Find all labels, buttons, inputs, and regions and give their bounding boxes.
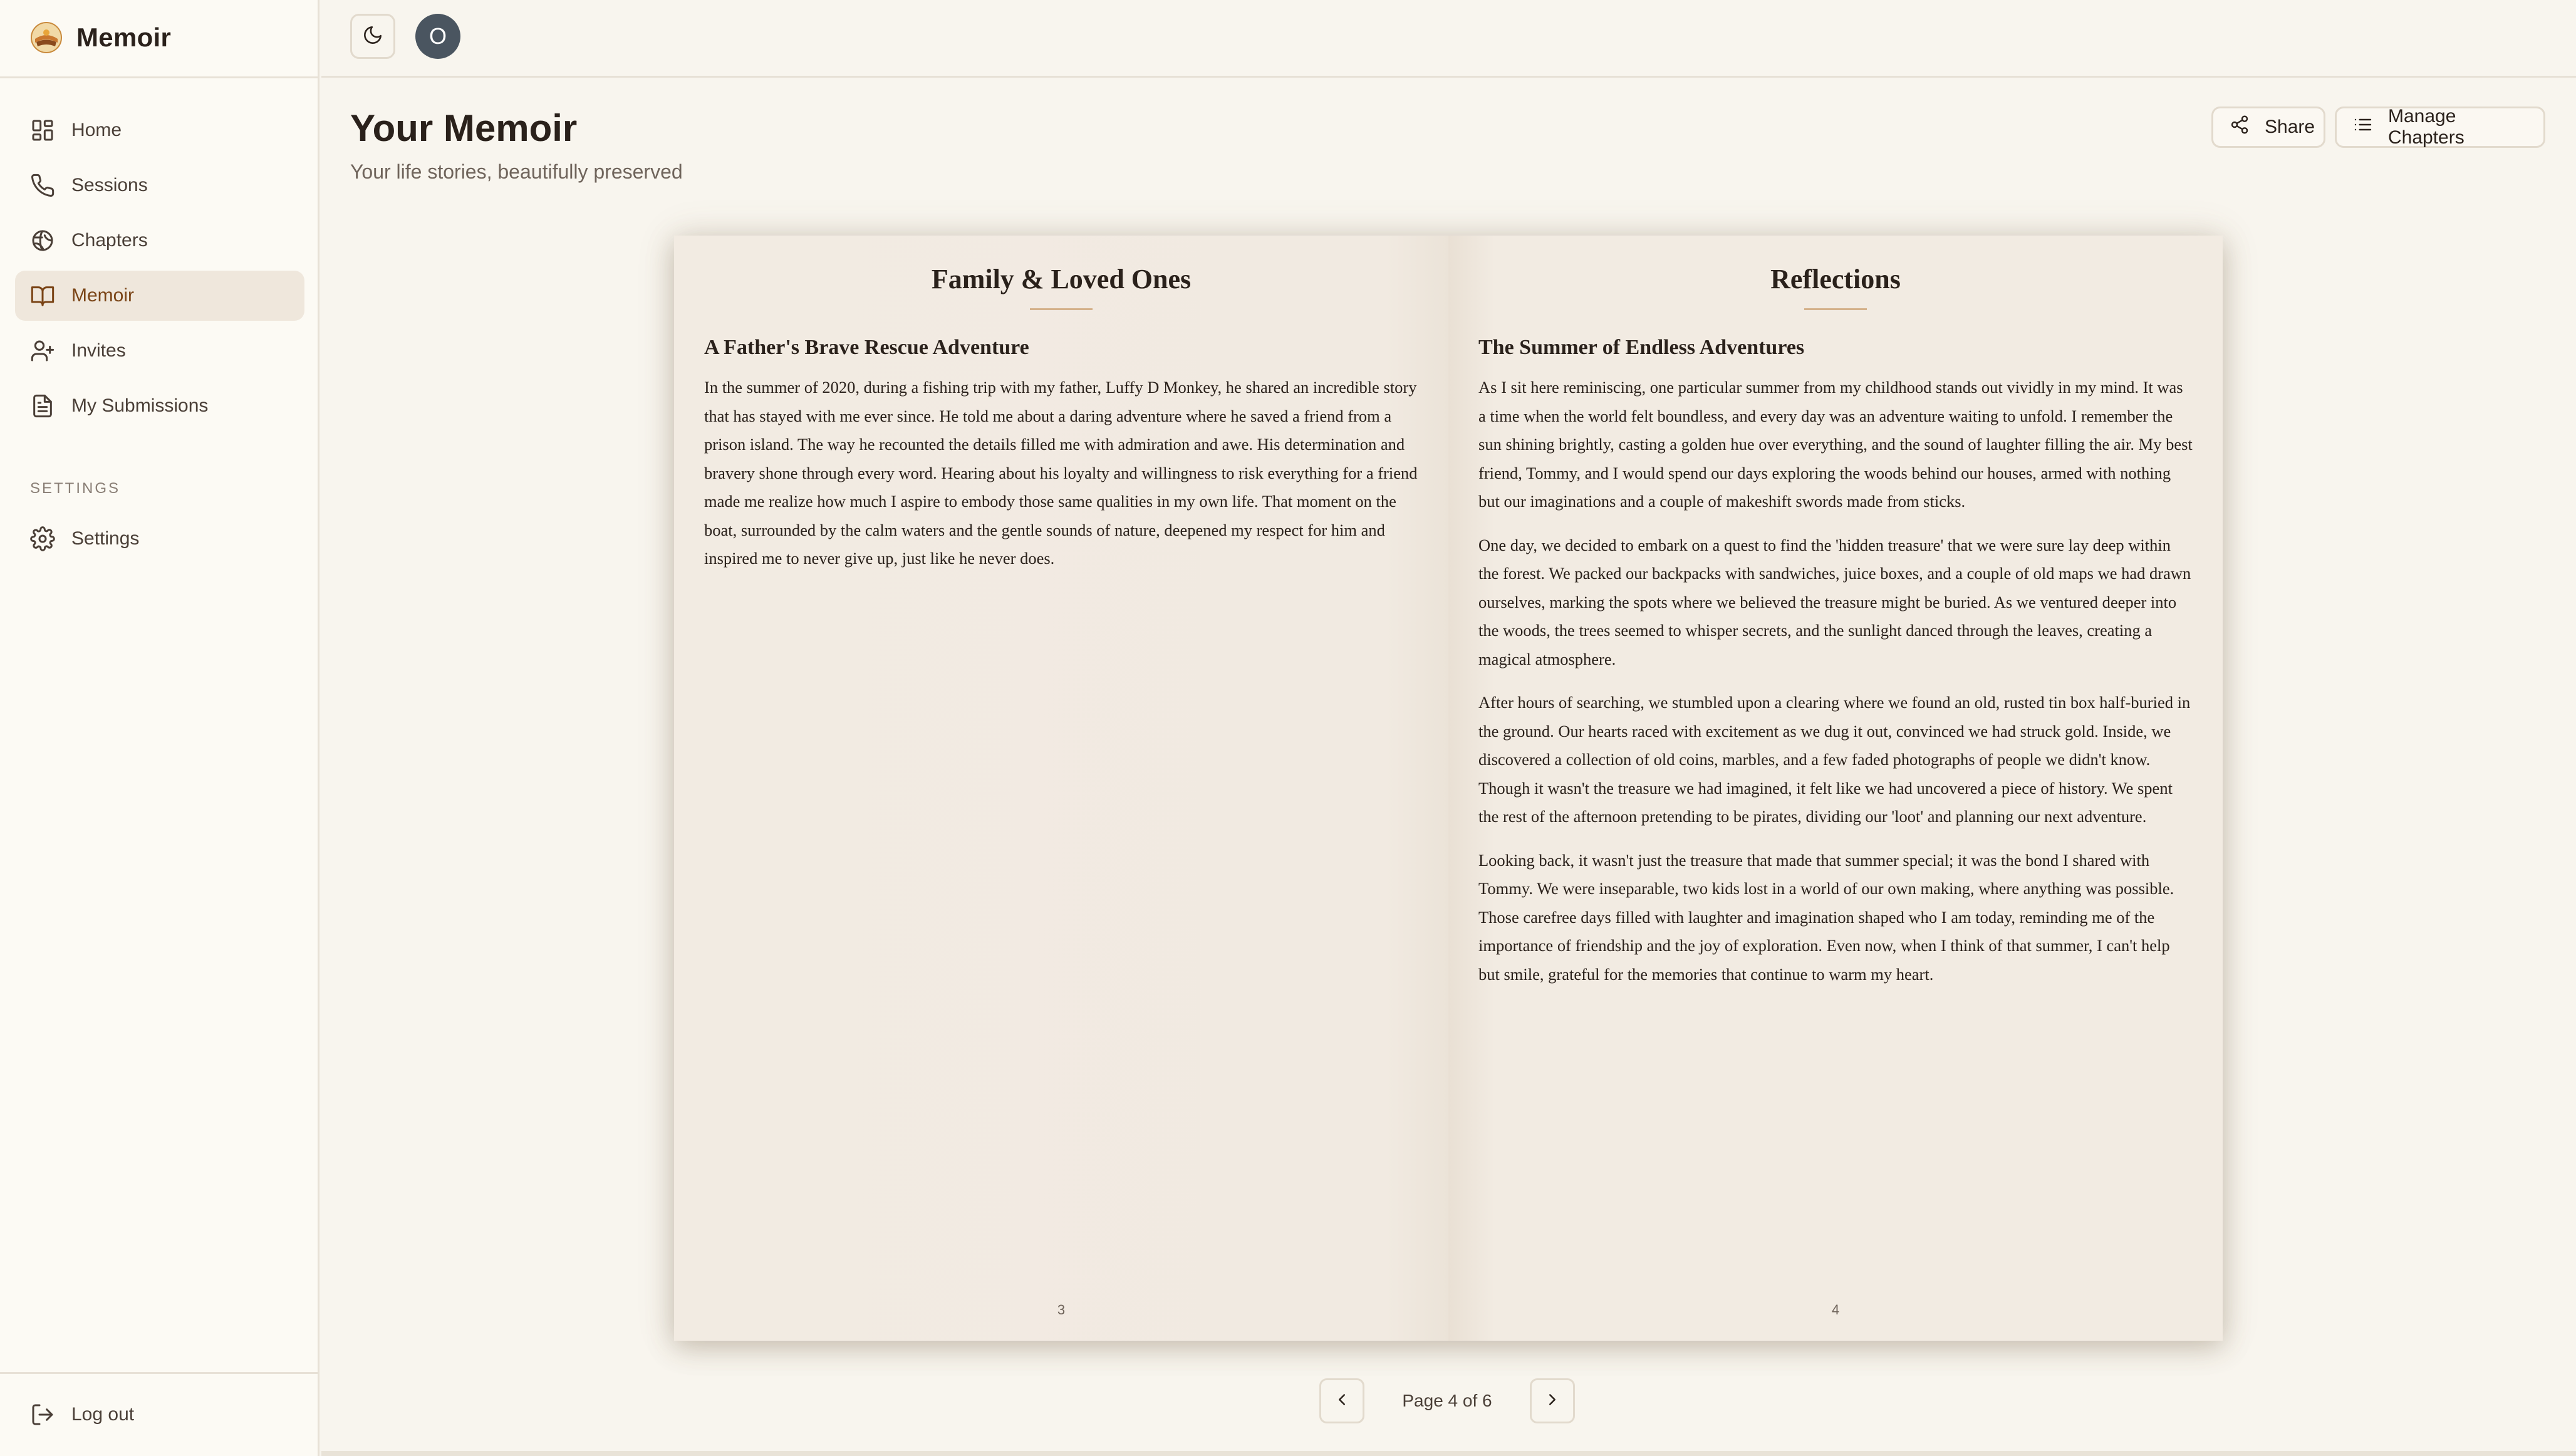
sidebar-item-sessions[interactable] <box>15 160 304 211</box>
chapter-title: Family & Loved Ones <box>931 264 1192 294</box>
phone-icon <box>30 173 55 198</box>
next-page-button[interactable] <box>1530 1378 1575 1423</box>
divider <box>0 1372 318 1374</box>
gear-icon <box>30 526 55 551</box>
share-button[interactable] <box>2211 107 2325 148</box>
brand[interactable] <box>30 19 171 56</box>
sidebar-item-label: Invites <box>71 340 126 361</box>
topbar <box>321 0 2576 78</box>
theme-toggle-button[interactable] <box>350 14 395 59</box>
story-title: The Summer of Endless Adventures <box>1478 336 1805 359</box>
story-title: A Father's Brave Rescue Adventure <box>704 336 1029 359</box>
memoir-logo-icon <box>30 21 63 54</box>
sidebar-item-label: Home <box>71 120 122 140</box>
memoir-book <box>674 236 2223 1341</box>
story-paragraph: As I sit here reminiscing, one particular summer from my childhood stands out vividly in my mind. It was a time when the world felt boundless, and every day was an adventure waiting to unfold. I remember the sun shining brightly, casting a golden hue over everything, and the sound of laughter filling the air. My best friend, Tommy, and I would spend our days exploring the woods behind our houses, armed with nothing but our imaginations and a couple of makeshift swords made from sticks. <box>1478 378 2193 511</box>
book-open-icon <box>30 283 55 308</box>
chapter-title: Reflections <box>1770 264 1901 294</box>
globe-icon <box>30 228 55 253</box>
sidebar <box>0 0 319 1456</box>
settings-nav <box>15 514 304 569</box>
sidebar-item-my-submissions[interactable] <box>15 381 304 431</box>
chevron-right-icon <box>1543 1390 1562 1412</box>
book-page-right <box>1448 236 2223 1341</box>
manage-chapters-button[interactable] <box>2335 107 2545 148</box>
list-icon <box>2353 115 2373 140</box>
story-body <box>704 373 1418 588</box>
share-icon <box>2230 115 2250 140</box>
bottom-scroll-edge <box>321 1451 2576 1456</box>
page-number: 4 <box>1831 1302 1840 1318</box>
share-label: Share <box>2265 117 2315 137</box>
logout-container <box>15 1390 304 1445</box>
page-subtitle: Your life stories, beautifully preserved <box>350 160 683 183</box>
chapter-divider <box>1030 308 1093 310</box>
logout-icon <box>30 1402 55 1427</box>
story-paragraph: One day, we decided to embark on a quest to find the 'hidden treasure' that we were sure lay deep within the forest. We packed our backpacks with sandwiches, juice boxes, and a couple of old maps we had drawn ourselves, marking the spots where we believed the treasure might be buried. As we ventured deeper into the woods, the trees seemed to whisper secrets, and the sunlight danced through the leaves, creating a magical atmosphere. <box>1478 535 2191 668</box>
logout-button[interactable] <box>15 1390 304 1440</box>
document-icon <box>30 393 55 419</box>
dashboard-icon <box>30 118 55 143</box>
sidebar-item-label: Memoir <box>71 285 135 306</box>
sidebar-item-memoir[interactable] <box>15 271 304 321</box>
sidebar-item-label: Sessions <box>71 175 148 195</box>
story-paragraph: In the summer of 2020, during a fishing trip with my father, Luffy D Monkey, he shared an incredible story that has stayed with me ever since. He told me about a daring adventure where he saved a friend from a prison island. The way he recounted the details filled me with admiration and awe. His determination and bravery shone through every word. Hearing about his loyalty and willingness to risk everything for a friend made me realize how much I aspire to embody those same qualities in my own life. That moment on the boat, surrounded by the calm waters and the gentle sounds of nature, deepened my respect for him and inspired me to never give up, just like he never does. <box>704 378 1418 568</box>
sidebar-item-label: Settings <box>71 528 140 549</box>
brand-name: Memoir <box>76 23 172 52</box>
chapter-divider <box>1804 308 1867 310</box>
manage-chapters-label: Manage Chapters <box>2388 106 2464 148</box>
story-paragraph: After hours of searching, we stumbled upon a clearing where we found an old, rusted tin box half-buried in the ground. Our hearts raced with excitement as we dug it out, convinced we had struck gold. Inside, we discovered a collection of old coins, marbles, and a few faded photographs of people we didn't know. Though it wasn't the treasure we had imagined, it felt like we had uncovered a piece of history. We spent the rest of the afternoon pretending to be pirates, dividing our 'loot' and planning our next adventure. <box>1478 693 2191 826</box>
divider <box>0 76 318 78</box>
sidebar-item-chapters[interactable] <box>15 216 304 266</box>
sidebar-nav <box>15 105 304 436</box>
logout-label: Log out <box>71 1404 135 1425</box>
section-label-settings: SETTINGS <box>30 480 121 497</box>
user-plus-icon <box>30 338 55 363</box>
page-title: Your Memoir <box>350 107 578 149</box>
story-paragraph: Looking back, it wasn't just the treasure that made that summer special; it was the bond I shared with Tommy. We were inseparable, two kids lost in a world of our own making, where anything was possible. Those carefree days filled with laughter and imagination shaped who I am today, reminding me of the importance of friendship and the joy of exploration. Even now, when I think of that summer, I can't help but smile, grateful for the memories that continue to warm my heart. <box>1478 850 2174 984</box>
previous-page-button[interactable] <box>1319 1378 1364 1423</box>
moon-icon <box>362 24 383 49</box>
book-page-left <box>674 236 1448 1341</box>
sidebar-item-label: Chapters <box>71 230 148 251</box>
page-number: 3 <box>1057 1302 1066 1318</box>
sidebar-item-label: My Submissions <box>71 395 209 416</box>
sidebar-item-settings[interactable] <box>15 514 304 564</box>
sidebar-item-invites[interactable] <box>15 326 304 376</box>
sidebar-item-home[interactable] <box>15 105 304 155</box>
page-indicator: Page 4 of 6 <box>1402 1391 1492 1410</box>
story-body <box>1478 373 2193 1004</box>
chevron-left-icon <box>1332 1390 1351 1412</box>
avatar[interactable]: O <box>415 14 460 59</box>
